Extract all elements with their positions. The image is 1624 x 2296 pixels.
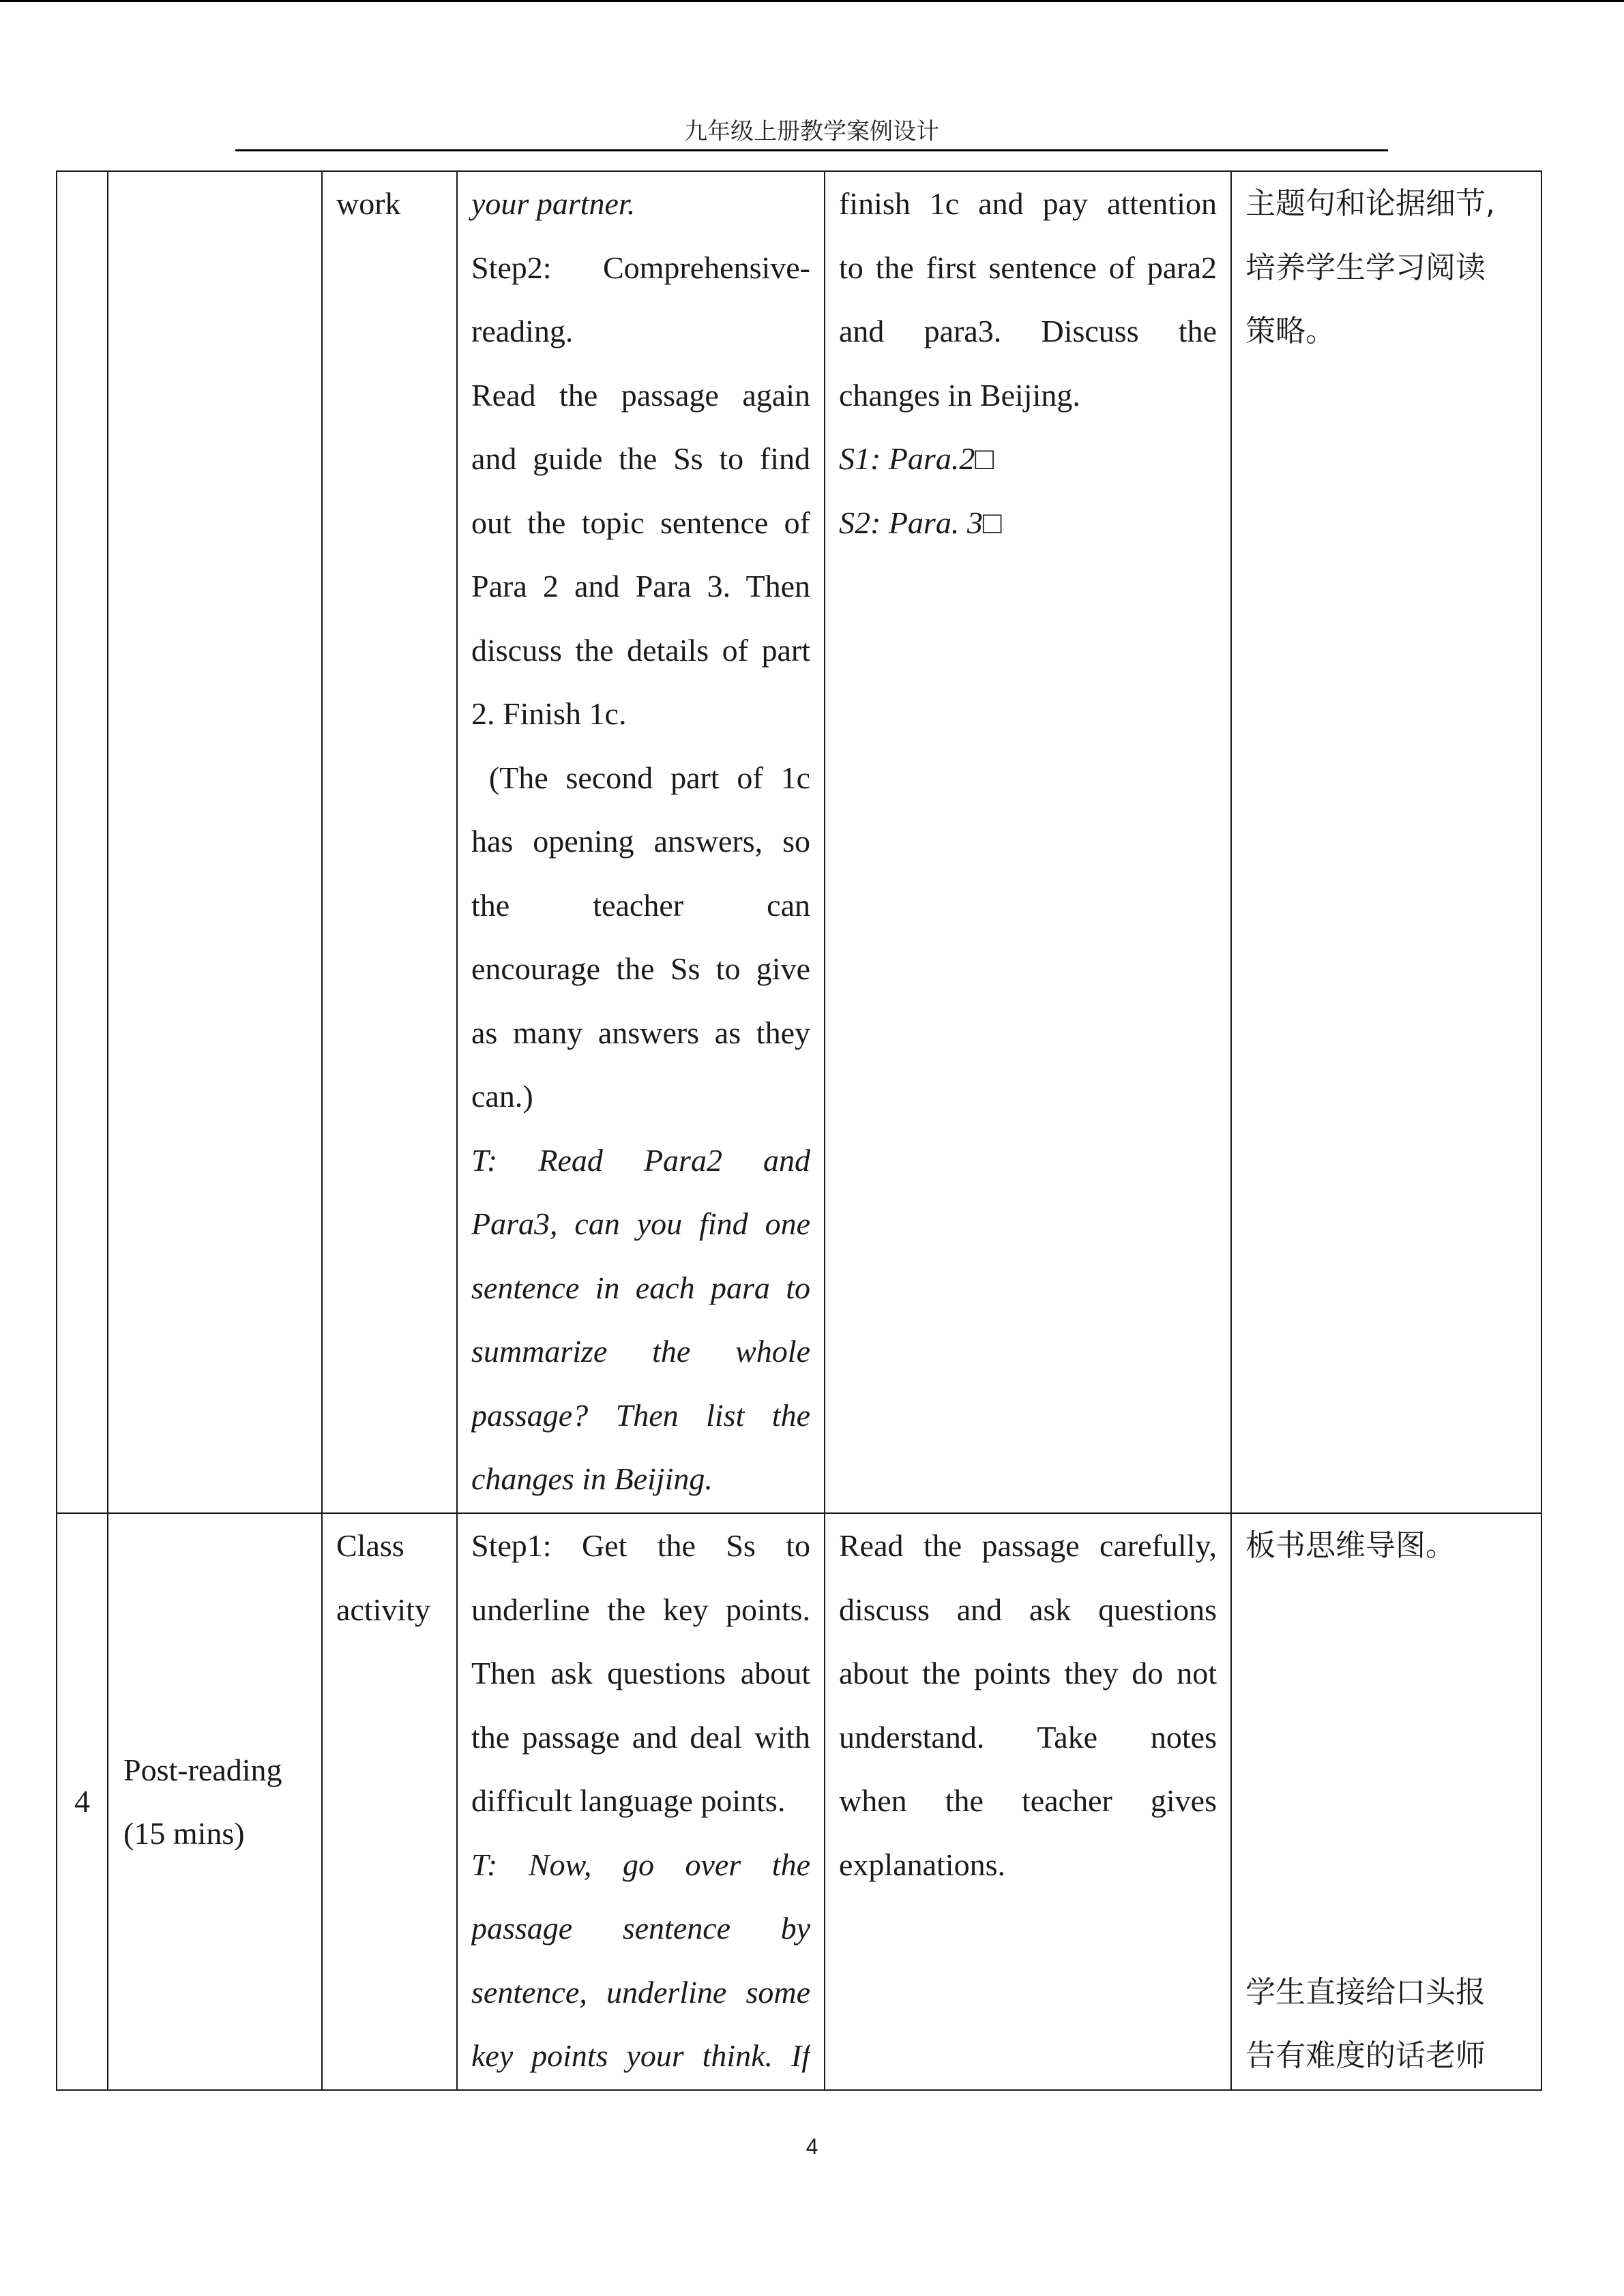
row4-stage-cell bbox=[108, 1513, 322, 2090]
row4-number-cell bbox=[57, 1513, 108, 2090]
row3-stage-cell bbox=[108, 171, 322, 1513]
student-text-line: and para3. Discuss the bbox=[839, 314, 1217, 348]
header-rule bbox=[235, 149, 1388, 151]
student-text-line: explanations. bbox=[839, 1847, 1005, 1882]
row4-mode-line: Class bbox=[336, 1528, 404, 1563]
teacher-text-line: and guide the Ss to find bbox=[471, 441, 810, 476]
purpose-spacer bbox=[1245, 1896, 1527, 1960]
purpose-text-line: 学生直接给口头报 bbox=[1245, 1974, 1486, 2010]
table-row-step3 bbox=[57, 171, 1541, 1513]
row3-mode: work bbox=[336, 186, 401, 221]
teacher-text-line: discuss the details of part bbox=[471, 632, 810, 668]
purpose-spacer bbox=[1245, 1769, 1527, 1833]
teacher-text-line: key points your think. If bbox=[471, 2038, 810, 2073]
student-text-line: S1: Para.2□ bbox=[839, 441, 994, 476]
teacher-text-line: T: Now, go over the bbox=[471, 1847, 810, 1882]
row4-student-activity-cell bbox=[825, 1513, 1231, 2090]
teacher-text-line: 2. Finish 1c. bbox=[471, 696, 627, 731]
teacher-text-line: Step1: Get the Ss to bbox=[471, 1528, 810, 1563]
page-header-title: 九年级上册教学案例设计 bbox=[684, 119, 939, 145]
teacher-text-line: reading. bbox=[471, 314, 574, 348]
row4-purpose-cell bbox=[1231, 1513, 1541, 2090]
teacher-text-line: sentence in each para to bbox=[471, 1270, 810, 1305]
purpose-spacer bbox=[1245, 1833, 1527, 1897]
lesson-plan-table bbox=[56, 170, 1542, 2091]
teacher-text-line: sentence, underline some bbox=[471, 1974, 810, 2010]
teacher-text-line: Para 2 and Para 3. Then bbox=[471, 569, 810, 603]
purpose-text-line: 策略。 bbox=[1245, 314, 1335, 348]
teacher-text-line: passage? Then list the bbox=[471, 1397, 810, 1433]
student-text-line: finish 1c and pay attention bbox=[839, 186, 1217, 221]
purpose-text-line: 培养学生学习阅读 bbox=[1245, 250, 1486, 285]
teacher-text-line: summarize the whole bbox=[471, 1334, 810, 1369]
teacher-text-line: Then ask questions about bbox=[471, 1656, 810, 1690]
row4-teacher-activity-cell bbox=[457, 1513, 825, 2090]
row3-teacher-activity-cell bbox=[457, 171, 825, 1513]
row4-mode-line: activity bbox=[336, 1592, 430, 1627]
teacher-text-line: Read the passage again bbox=[471, 377, 810, 413]
teacher-text-line: your partner. bbox=[471, 186, 636, 221]
row4-stage-name: Post-reading bbox=[123, 1752, 282, 1787]
row4-mode-cell bbox=[322, 1513, 457, 2090]
teacher-text-line: out the topic sentence of bbox=[471, 505, 810, 540]
teacher-text-line: T: Read Para2 and bbox=[471, 1142, 810, 1178]
teacher-text-line: underline the key points. bbox=[471, 1592, 810, 1627]
teacher-text-line: as many answers as they bbox=[471, 1015, 810, 1050]
purpose-text-line: 板书思维导图。 bbox=[1245, 1528, 1456, 1563]
page-top-border bbox=[0, 0, 1624, 2]
teacher-text-line: the teacher can bbox=[471, 887, 810, 923]
row4-stage-time: (15 mins) bbox=[123, 1816, 245, 1851]
student-text-line: to the first sentence of para2 bbox=[839, 250, 1217, 285]
teacher-text-line: has opening answers, so bbox=[471, 824, 810, 859]
purpose-text-line: 告有难度的话老师 bbox=[1245, 2038, 1486, 2073]
student-text-line: understand. Take notes bbox=[839, 1719, 1217, 1755]
teacher-text-line: Para3, can you find one bbox=[471, 1206, 810, 1241]
teacher-text-line: can.) bbox=[471, 1079, 533, 1114]
purpose-spacer bbox=[1245, 1705, 1527, 1770]
student-text-line: S2: Para. 3□ bbox=[839, 505, 1002, 540]
purpose-spacer bbox=[1245, 1578, 1527, 1642]
teacher-text-line: Step2: Comprehensive- bbox=[471, 250, 810, 285]
row3-mode-cell bbox=[322, 171, 457, 1513]
purpose-text-line: 主题句和论据细节, bbox=[1245, 186, 1495, 221]
student-text-line: discuss and ask questions bbox=[839, 1592, 1217, 1627]
student-text-line: Read the passage carefully, bbox=[839, 1528, 1217, 1563]
teacher-text-line: encourage the Ss to give bbox=[471, 951, 810, 986]
row3-purpose-cell bbox=[1231, 171, 1541, 1513]
row3-student-activity-cell bbox=[825, 171, 1231, 1513]
row4-number: 4 bbox=[74, 1784, 90, 1819]
student-text-line: about the points they do not bbox=[839, 1656, 1217, 1690]
student-text-line: when the teacher gives bbox=[839, 1783, 1217, 1818]
teacher-text-line: difficult language points. bbox=[471, 1783, 786, 1818]
teacher-text-line: (The second part of 1c bbox=[471, 760, 810, 795]
page-number: 4 bbox=[806, 2134, 818, 2159]
row3-number-cell bbox=[57, 171, 108, 1513]
student-text-line: changes in Beijing. bbox=[839, 377, 1080, 413]
teacher-text-line: changes in Beijing. bbox=[471, 1461, 713, 1496]
teacher-text-line: the passage and deal with bbox=[471, 1719, 810, 1755]
table-row-step4 bbox=[57, 1513, 1541, 2090]
teacher-text-line: passage sentence by bbox=[471, 1911, 810, 1945]
purpose-spacer bbox=[1245, 1641, 1527, 1705]
